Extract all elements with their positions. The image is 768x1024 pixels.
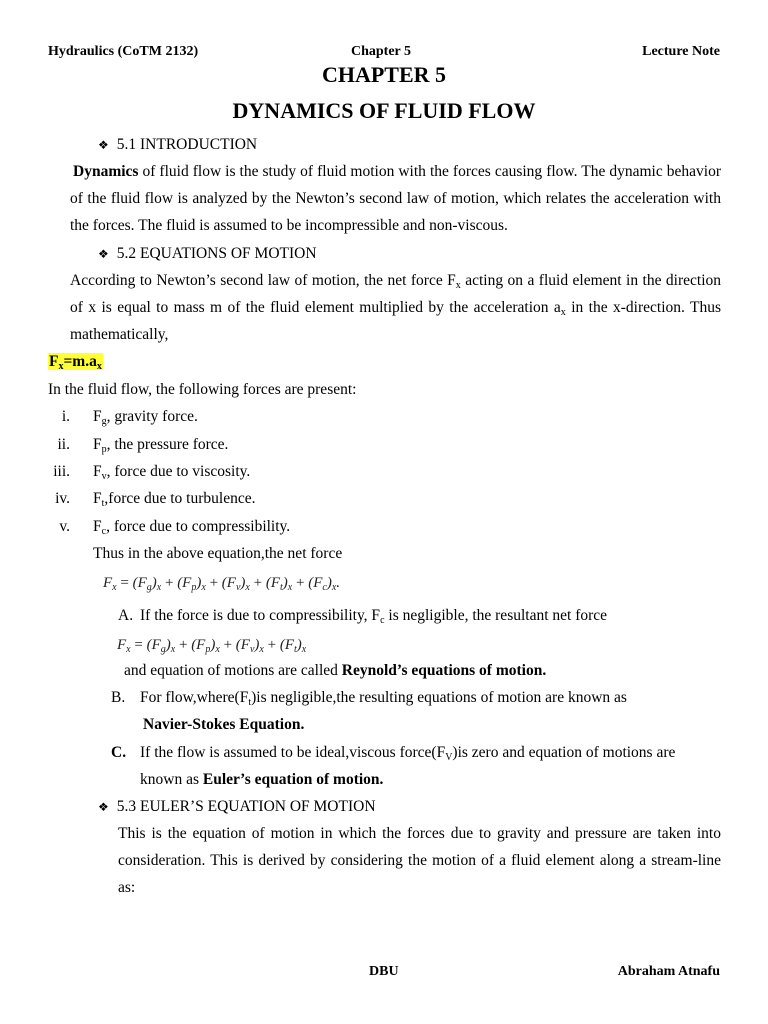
net-force-text: Thus in the above equation,the net force (93, 545, 343, 562)
case-a-after: and equation of motions are called Reynold’s equations of motion. (124, 662, 547, 679)
diamond-bullet-icon: ❖ (98, 247, 109, 261)
list-number: v. (59, 518, 70, 535)
intro-bold-term: Dynamics (73, 163, 139, 180)
list-item: $F_g$, gravity force. (93, 408, 198, 427)
header-course: Hydraulics (CoTM 2132) (48, 44, 199, 59)
section-heading-euler: ❖ 5.3 EULER’S EQUATION OF MOTION (98, 798, 376, 815)
navier-stokes-label: Navier-Stokes Equation. (143, 716, 305, 733)
euler-paragraph: This is the equation of motion in which the forces due to gravity and pressure are taken into consideration. This is derived by considering the motion of a fluid element along a stream-line as: (118, 825, 721, 896)
case-c-label: C. (111, 744, 127, 761)
list-item: $F_p$, the pressure force. (93, 436, 229, 455)
eom-paragraph: According to Newton’s second law of motion, the net force $F_x$ acting on a fluid element in the direction of x is equal to mass m of the fluid element multiplied by the acceleration $a_x$ in the x-direction. Thus mathematically, (70, 272, 721, 343)
section-heading-intro: ❖ 5.1 INTRODUCTION (98, 136, 258, 153)
intro-paragraph (70, 158, 721, 239)
list-item: $F_c$, force due to compressibility. (93, 518, 291, 537)
case-c-text: If the flow is assumed to be ideal,viscous $force(F_V)is$ zero and equation of motions are (140, 744, 676, 763)
list-item: $F_v$, force due to viscosity. (93, 463, 251, 482)
case-b-label: B. (111, 689, 126, 706)
section-heading-eom: ❖ 5.2 EQUATIONS OF MOTION (98, 245, 317, 262)
list-item: $F_t,force$ due to turbulence. (93, 490, 256, 509)
intro-text: of fluid flow is the study of fluid motion with the forces causing flow. The dynamic behavior of the fluid flow is analyzed by the Newton’s second law of motion, which relates the acceleration with the forces. The fluid is assumed to be incompressible and non-viscous. (70, 163, 721, 234)
list-number: ii. (57, 436, 70, 453)
chapter-title: CHAPTER 5 (321, 62, 447, 87)
case-b-text: For $flow,where(F_t)is$ negligible,the resulting equations of motion are known as (140, 689, 627, 708)
forces-intro: In the fluid flow, the following forces are present: (48, 381, 357, 398)
case-a-label: A. (118, 607, 134, 624)
list-number: iii. (53, 463, 70, 480)
net-force-equation: $F_x = (F_g)_x + (F_p)_x + (F_v)_x + (F_t)_x + (F_c)_x$. (103, 575, 341, 593)
diamond-bullet-icon: ❖ (98, 138, 109, 152)
header-note-type: Lecture Note (642, 44, 720, 59)
main-title: DYNAMICS OF FLUID FLOW (232, 98, 536, 123)
list-number: i. (61, 408, 70, 425)
list-number: iv. (55, 490, 70, 507)
footer-author: Abraham Atnafu (617, 964, 720, 979)
header-chapter: Chapter 5 (351, 44, 412, 59)
highlighted-equation: $F_x=m.a_x$ (49, 353, 102, 372)
reynolds-equation: $F_x = (F_g)_x + (F_p)_x + (F_v)_x + (F_t)_x$ (117, 637, 307, 655)
diamond-bullet-icon: ❖ (98, 800, 109, 814)
case-c-line2: known as Euler’s equation of motion. (140, 771, 384, 788)
footer-institution: DBU (369, 964, 399, 979)
case-a-text: If the force is due to compressibility, $F_c$ is negligible, the resultant net force (140, 607, 608, 626)
